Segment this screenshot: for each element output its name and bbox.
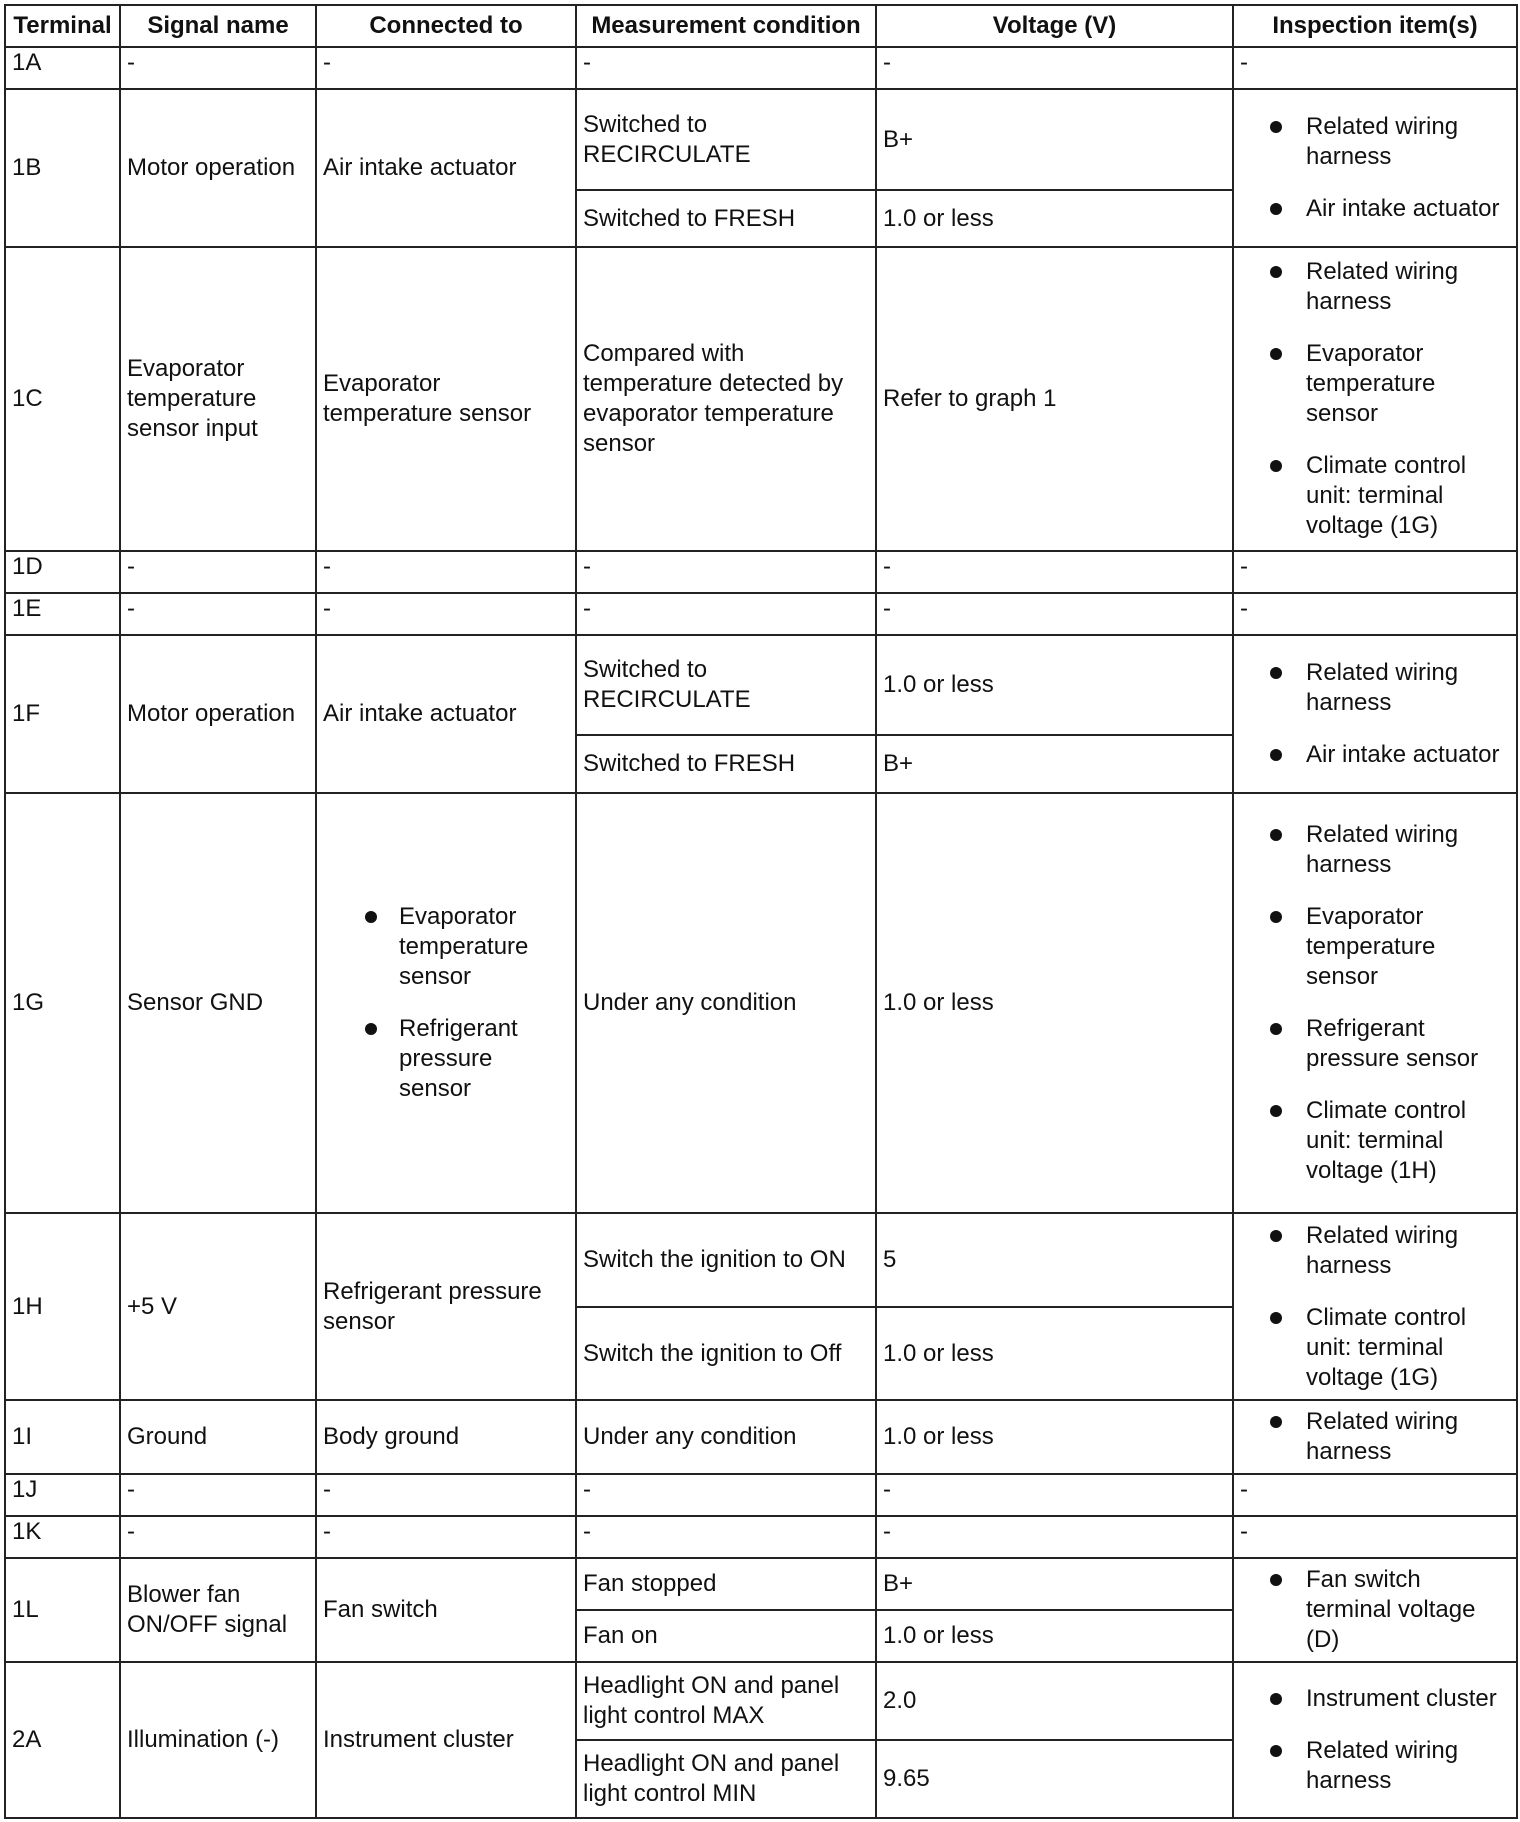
empty-cell: - <box>576 1474 876 1516</box>
list-item: Climate control unit: terminal voltage (1G) <box>1240 1303 1510 1393</box>
header-terminal: Terminal <box>5 5 120 47</box>
table-row <box>5 89 1517 190</box>
empty-cell: - <box>876 1516 1233 1558</box>
terminal-cell: 1L <box>5 1558 120 1662</box>
table-row <box>5 247 1517 551</box>
table-row <box>5 635 1517 735</box>
voltage-cell: 1.0 or less <box>876 190 1233 247</box>
list-item: Instrument cluster <box>1240 1684 1510 1714</box>
inspection-list <box>1240 112 1510 224</box>
terminal-cell: 1D <box>5 551 120 593</box>
terminal-cell: 1A <box>5 47 120 89</box>
voltage-cell: 9.65 <box>876 1740 1233 1818</box>
list-item: Air intake actuator <box>1240 194 1510 224</box>
terminal-cell: 1K <box>5 1516 120 1558</box>
voltage-cell: 2.0 <box>876 1662 1233 1740</box>
terminal-cell: 1E <box>5 593 120 635</box>
table-row <box>5 593 1517 635</box>
empty-cell: - <box>1233 593 1517 635</box>
inspection-list <box>1240 658 1510 770</box>
inspection-cell <box>1233 793 1517 1213</box>
connected-to-cell: Air intake actuator <box>316 635 576 793</box>
list-item: Refrigerant pressure sensor <box>1240 1014 1510 1074</box>
list-item: Fan switch terminal voltage (D) <box>1240 1565 1510 1655</box>
list-item: Air intake actuator <box>1240 740 1510 770</box>
list-item: Climate control unit: terminal voltage (1H) <box>1240 1096 1510 1186</box>
list-item: Evaporator temperature sensor <box>349 902 569 992</box>
table-row <box>5 1662 1517 1740</box>
empty-cell: - <box>1233 551 1517 593</box>
signal-name-cell: Sensor GND <box>120 793 316 1213</box>
condition-cell: Headlight ON and panel light control MIN <box>576 1740 876 1818</box>
voltage-cell: 1.0 or less <box>876 1610 1233 1662</box>
header-inspection-items: Inspection item(s) <box>1233 5 1517 47</box>
voltage-cell: 1.0 or less <box>876 793 1233 1213</box>
empty-cell: - <box>1233 1516 1517 1558</box>
connected-to-cell: Body ground <box>316 1400 576 1474</box>
empty-cell: - <box>316 47 576 89</box>
terminal-inspection-sheet <box>4 4 1516 1818</box>
empty-cell: - <box>120 1516 316 1558</box>
inspection-cell <box>1233 635 1517 793</box>
voltage-cell: B+ <box>876 735 1233 793</box>
signal-name-cell: +5 V <box>120 1213 316 1400</box>
empty-cell: - <box>316 551 576 593</box>
empty-cell: - <box>876 1474 1233 1516</box>
inspection-cell <box>1233 1400 1517 1474</box>
voltage-cell: B+ <box>876 89 1233 190</box>
condition-cell: Switched to RECIRCULATE <box>576 89 876 190</box>
header-signal-name: Signal name <box>120 5 316 47</box>
header-connected-to: Connected to <box>316 5 576 47</box>
condition-cell: Fan on <box>576 1610 876 1662</box>
voltage-cell: B+ <box>876 1558 1233 1610</box>
empty-cell: - <box>120 1474 316 1516</box>
list-item: Evaporator temperature sensor <box>1240 902 1510 992</box>
list-item: Related wiring harness <box>1240 1736 1510 1796</box>
list-item: Related wiring harness <box>1240 1407 1510 1467</box>
empty-cell: - <box>316 1474 576 1516</box>
voltage-cell: 1.0 or less <box>876 635 1233 735</box>
header-measurement-condition: Measurement condition <box>576 5 876 47</box>
condition-cell: Headlight ON and panel light control MAX <box>576 1662 876 1740</box>
signal-name-cell: Ground <box>120 1400 316 1474</box>
signal-name-cell: Blower fan ON/OFF signal <box>120 1558 316 1662</box>
voltage-cell: 5 <box>876 1213 1233 1307</box>
list-item: Climate control unit: terminal voltage (1G) <box>1240 451 1510 541</box>
condition-cell: Fan stopped <box>576 1558 876 1610</box>
voltage-cell: 1.0 or less <box>876 1307 1233 1400</box>
connected-to-cell: Evaporator temperature sensor <box>316 247 576 551</box>
terminal-table <box>4 4 1518 1819</box>
list-item: Related wiring harness <box>1240 257 1510 317</box>
empty-cell: - <box>576 551 876 593</box>
inspection-list <box>1240 1565 1510 1655</box>
terminal-cell: 1H <box>5 1213 120 1400</box>
empty-cell: - <box>316 593 576 635</box>
inspection-list <box>1240 1221 1510 1393</box>
list-item: Evaporator temperature sensor <box>1240 339 1510 429</box>
terminal-cell: 1J <box>5 1474 120 1516</box>
signal-name-cell: Motor operation <box>120 635 316 793</box>
table-row <box>5 793 1517 1213</box>
inspection-cell <box>1233 1662 1517 1818</box>
condition-cell: Switch the ignition to ON <box>576 1213 876 1307</box>
empty-cell: - <box>576 47 876 89</box>
signal-name-cell: Illumination (-) <box>120 1662 316 1818</box>
inspection-cell <box>1233 247 1517 551</box>
inspection-cell <box>1233 89 1517 247</box>
empty-cell: - <box>120 593 316 635</box>
condition-cell: Under any condition <box>576 1400 876 1474</box>
terminal-cell: 1B <box>5 89 120 247</box>
list-item: Related wiring harness <box>1240 112 1510 172</box>
table-row <box>5 47 1517 89</box>
header-voltage: Voltage (V) <box>876 5 1233 47</box>
table-row <box>5 1474 1517 1516</box>
terminal-cell: 2A <box>5 1662 120 1818</box>
empty-cell: - <box>316 1516 576 1558</box>
condition-cell: Under any condition <box>576 793 876 1213</box>
inspection-list <box>1240 820 1510 1186</box>
inspection-cell <box>1233 1213 1517 1400</box>
table-row <box>5 1516 1517 1558</box>
connected-to-cell: Fan switch <box>316 1558 576 1662</box>
condition-cell: Switched to FRESH <box>576 190 876 247</box>
condition-cell: Switch the ignition to Off <box>576 1307 876 1400</box>
inspection-list <box>1240 1407 1510 1467</box>
terminal-cell: 1I <box>5 1400 120 1474</box>
table-row <box>5 551 1517 593</box>
terminal-cell: 1F <box>5 635 120 793</box>
inspection-list <box>1240 257 1510 541</box>
voltage-cell: Refer to graph 1 <box>876 247 1233 551</box>
condition-cell: Compared with temperature detected by evaporator temperature sensor <box>576 247 876 551</box>
connected-to-cell: Refrigerant pressure sensor <box>316 1213 576 1400</box>
voltage-cell: 1.0 or less <box>876 1400 1233 1474</box>
empty-cell: - <box>1233 1474 1517 1516</box>
empty-cell: - <box>876 47 1233 89</box>
empty-cell: - <box>1233 47 1517 89</box>
connected-to-cell: Instrument cluster <box>316 1662 576 1818</box>
condition-cell: Switched to FRESH <box>576 735 876 793</box>
signal-name-cell: Evaporator temperature sensor input <box>120 247 316 551</box>
list-item: Related wiring harness <box>1240 820 1510 880</box>
list-item: Related wiring harness <box>1240 1221 1510 1281</box>
empty-cell: - <box>576 593 876 635</box>
table-row <box>5 1213 1517 1307</box>
terminal-cell: 1C <box>5 247 120 551</box>
table-row <box>5 1400 1517 1474</box>
empty-cell: - <box>576 1516 876 1558</box>
empty-cell: - <box>120 551 316 593</box>
list-item: Related wiring harness <box>1240 658 1510 718</box>
empty-cell: - <box>876 551 1233 593</box>
empty-cell: - <box>876 593 1233 635</box>
terminal-cell: 1G <box>5 793 120 1213</box>
empty-cell: - <box>120 47 316 89</box>
list-item: Refrigerant pressure sensor <box>349 1014 569 1104</box>
inspection-cell <box>1233 1558 1517 1662</box>
signal-name-cell: Motor operation <box>120 89 316 247</box>
table-row <box>5 1558 1517 1610</box>
connected-to-cell <box>316 793 576 1213</box>
condition-cell: Switched to RECIRCULATE <box>576 635 876 735</box>
header-row <box>5 5 1517 47</box>
connected-list <box>323 902 569 1104</box>
inspection-list <box>1240 1684 1510 1796</box>
connected-to-cell: Air intake actuator <box>316 89 576 247</box>
